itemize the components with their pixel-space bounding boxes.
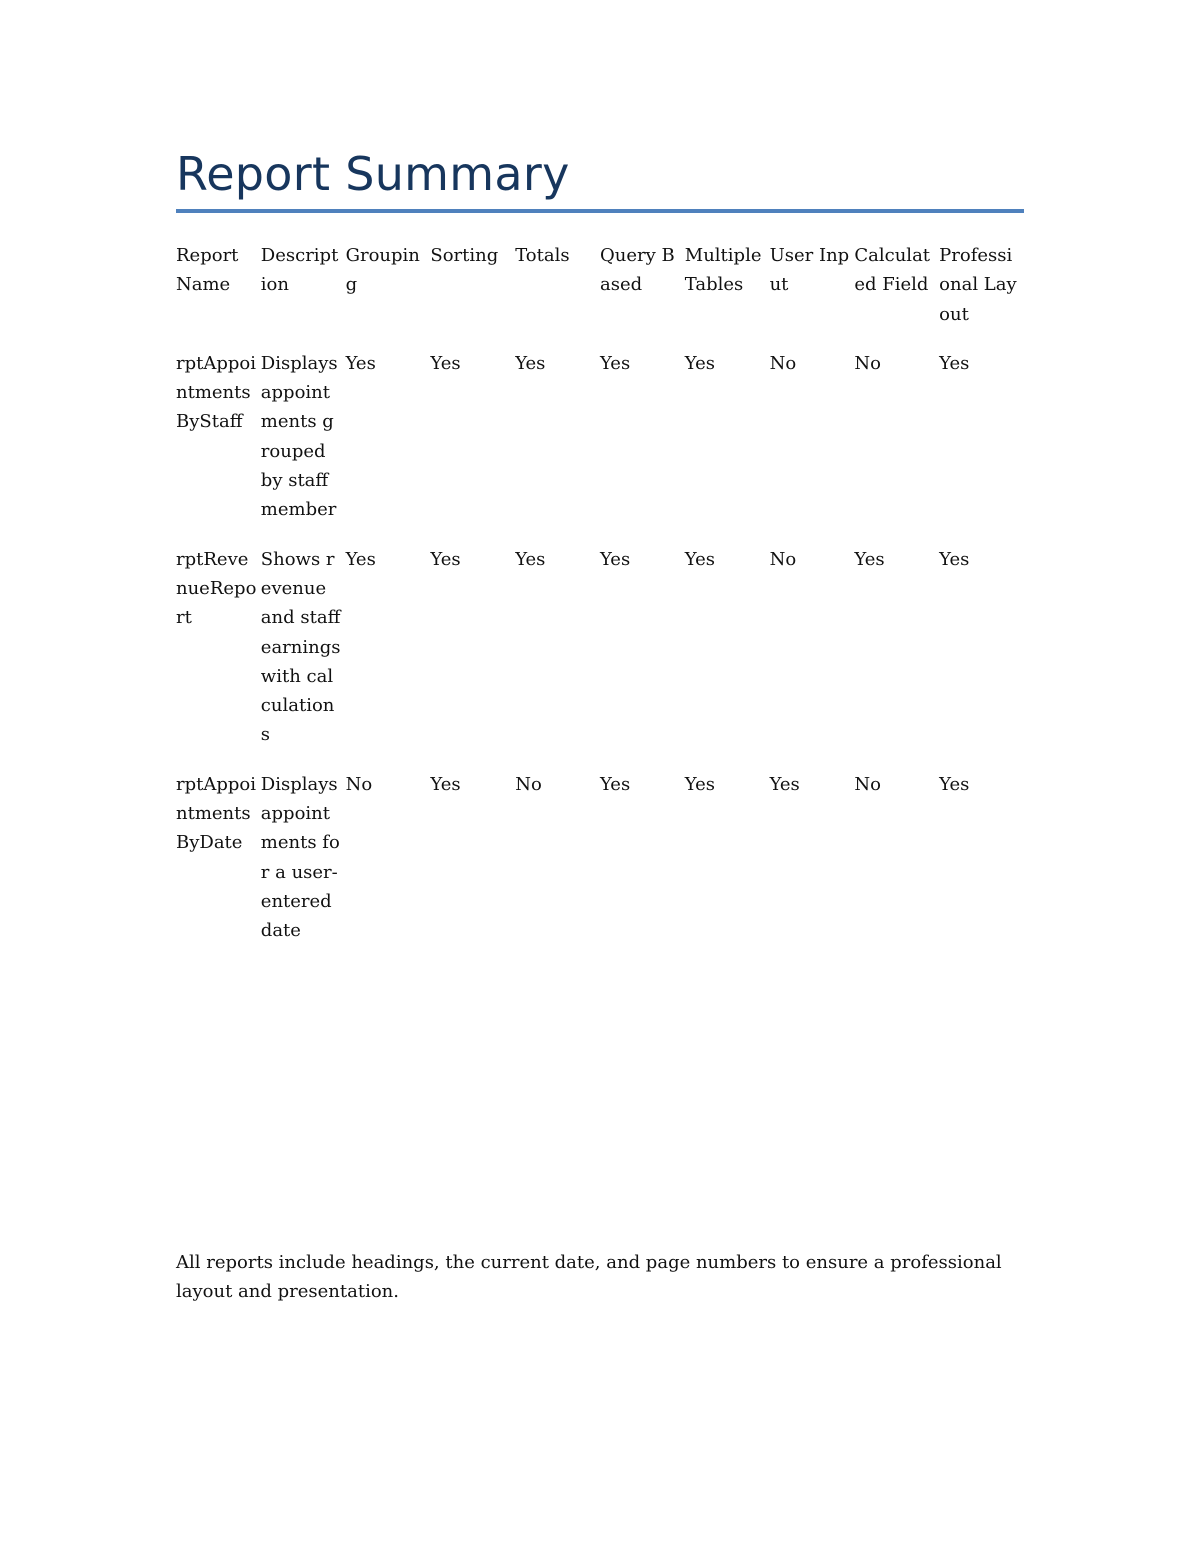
- table-cell: Yes: [599, 352, 631, 374]
- column-header: Sorting: [430, 245, 499, 266]
- table-cell: No: [854, 773, 881, 795]
- table-cell: No: [854, 352, 881, 374]
- column-header: Calculated Field: [854, 245, 931, 296]
- table-cell: Yes: [599, 548, 631, 570]
- table-cell: Yes: [515, 548, 546, 570]
- table-cell: Yes: [684, 548, 715, 570]
- table-cell: Yes: [769, 773, 800, 795]
- table-row: [176, 545, 1024, 770]
- table-cell: Yes: [430, 352, 461, 374]
- table-cell: Yes: [430, 548, 461, 570]
- column-header: Description: [260, 245, 339, 296]
- report-summary-table: [176, 241, 1024, 966]
- table-cell: Shows revenue and staff earnings with calculations: [260, 548, 341, 746]
- table-row: [176, 770, 1024, 966]
- table-cell: Yes: [430, 773, 461, 795]
- table-cell: No: [345, 773, 373, 795]
- table-cell: rptAppointmentsByStaff: [176, 352, 256, 433]
- table-cell: No: [515, 773, 542, 795]
- table-cell: Yes: [939, 548, 970, 570]
- table-cell: No: [769, 548, 797, 570]
- table-cell: Yes: [599, 773, 631, 795]
- column-header: Grouping: [345, 245, 420, 296]
- table-cell: No: [769, 352, 797, 374]
- table-cell: Yes: [345, 548, 376, 570]
- table-cell: Yes: [515, 352, 546, 374]
- column-header: User Input: [769, 245, 850, 296]
- table-cell: Yes: [684, 773, 715, 795]
- footer-note: All reports include headings, the current date, and page numbers to ensure a professional layout and presentation.: [176, 1252, 1002, 1303]
- column-header: Professional Layout: [939, 245, 1017, 325]
- column-header: Totals: [515, 245, 570, 266]
- column-header: Multiple Tables: [684, 245, 762, 296]
- table-cell: Yes: [854, 548, 885, 570]
- table-cell: rptAppointmentsByDate: [176, 773, 256, 854]
- table-cell: Yes: [345, 352, 376, 374]
- column-header: Query Based: [599, 245, 675, 296]
- table-cell: Yes: [684, 352, 715, 374]
- table-cell: rptRevenueReport: [176, 548, 257, 629]
- table-cell: Yes: [939, 352, 970, 374]
- title-underline-rule: [176, 209, 1024, 213]
- table-cell: Displays appointments for a user-entered date: [260, 773, 340, 942]
- table-cell: Displays appointments grouped by staff member: [260, 352, 338, 521]
- table-cell: Yes: [939, 773, 970, 795]
- table-row: [176, 349, 1024, 545]
- table-header-row: [176, 241, 1024, 349]
- page-title: Report Summary: [176, 147, 570, 201]
- column-header: Report Name: [176, 245, 239, 296]
